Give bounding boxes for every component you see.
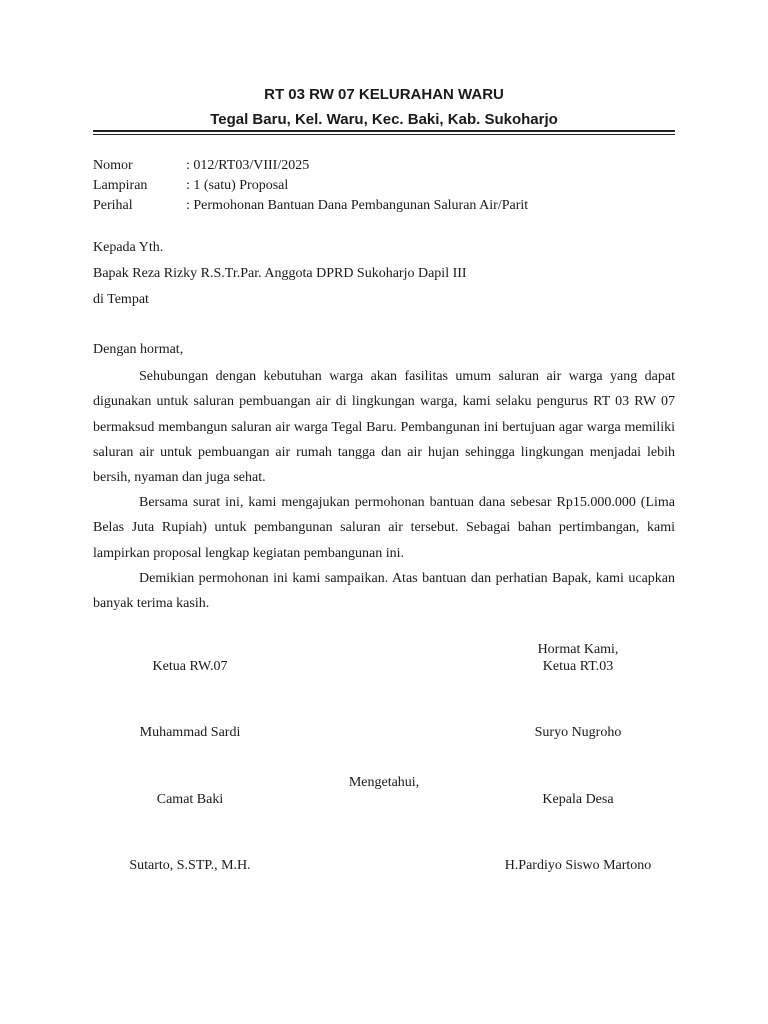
rw-title: Ketua RW.07 bbox=[152, 659, 228, 674]
salutation: Dengan hormat, bbox=[93, 342, 184, 357]
acknowledgement-label: Mengetahui, bbox=[348, 775, 420, 790]
letterhead-divider-thin bbox=[93, 134, 675, 135]
rt-signatory-name: Suryo Nugroho bbox=[534, 725, 622, 740]
recipient-greeting: Kepada Yth. bbox=[93, 240, 164, 255]
recipient-name: Bapak Reza Rizky R.S.Tr.Par. Anggota DPRD Sukoharjo Dapil III bbox=[93, 266, 467, 281]
closing-line: Hormat Kami, bbox=[537, 642, 619, 657]
body-paragraph-1: Sehubungan dengan kebutuhan warga akan fasilitas umum saluran air warga yang dapat digunakan untuk saluran pembuangan air di lingkungan warga, kami selaku pengurus RT 03 RW 07 bermaksud membangun saluran air warga Tegal Baru. Pembangunan ini bertujuan agar warga memiliki saluran air untuk pembuangan air rumah tangga dan air hujan sehingga lingkungan menjadai lebih bersih, nyaman dan juga sehat. bbox=[93, 369, 675, 486]
nomor-value: : 012/RT03/VIII/2025 bbox=[186, 158, 310, 173]
kepala-desa-title: Kepala Desa bbox=[542, 792, 614, 807]
camat-title: Camat Baki bbox=[156, 792, 224, 807]
lampiran-value: : 1 (satu) Proposal bbox=[186, 178, 289, 193]
perihal-label: Perihal bbox=[93, 198, 133, 213]
perihal-value: : Permohonan Bantuan Dana Pembangunan Saluran Air/Parit bbox=[186, 198, 529, 213]
letterhead-address: Tegal Baru, Kel. Waru, Kec. Baki, Kab. Sukoharjo bbox=[210, 111, 558, 128]
camat-name: Sutarto, S.STP., M.H. bbox=[129, 858, 251, 873]
rw-signatory-name: Muhammad Sardi bbox=[139, 725, 241, 740]
body-paragraph-2: Bersama surat ini, kami mengajukan permohonan bantuan dana sebesar Rp15.000.000 (Lima Belas Juta Rupiah) untuk pembangunan saluran air tersebut. Sebagai bahan pertimbangan, kami lampirkan proposal lengkap kegiatan pembangunan ini. bbox=[93, 495, 675, 561]
body-paragraph-3: Demikian permohonan ini kami sampaikan. Atas bantuan dan perhatian Bapak, kami ucapkan banyak terima kasih. bbox=[93, 571, 675, 612]
recipient-place: di Tempat bbox=[93, 292, 149, 307]
kepala-desa-name: H.Pardiyo Siswo Martono bbox=[504, 858, 652, 873]
letterhead-title: RT 03 RW 07 KELURAHAN WARU bbox=[264, 86, 504, 103]
letterhead-divider-thick bbox=[93, 130, 675, 132]
rt-title: Ketua RT.03 bbox=[542, 659, 614, 674]
lampiran-label: Lampiran bbox=[93, 178, 148, 193]
nomor-label: Nomor bbox=[93, 158, 133, 173]
